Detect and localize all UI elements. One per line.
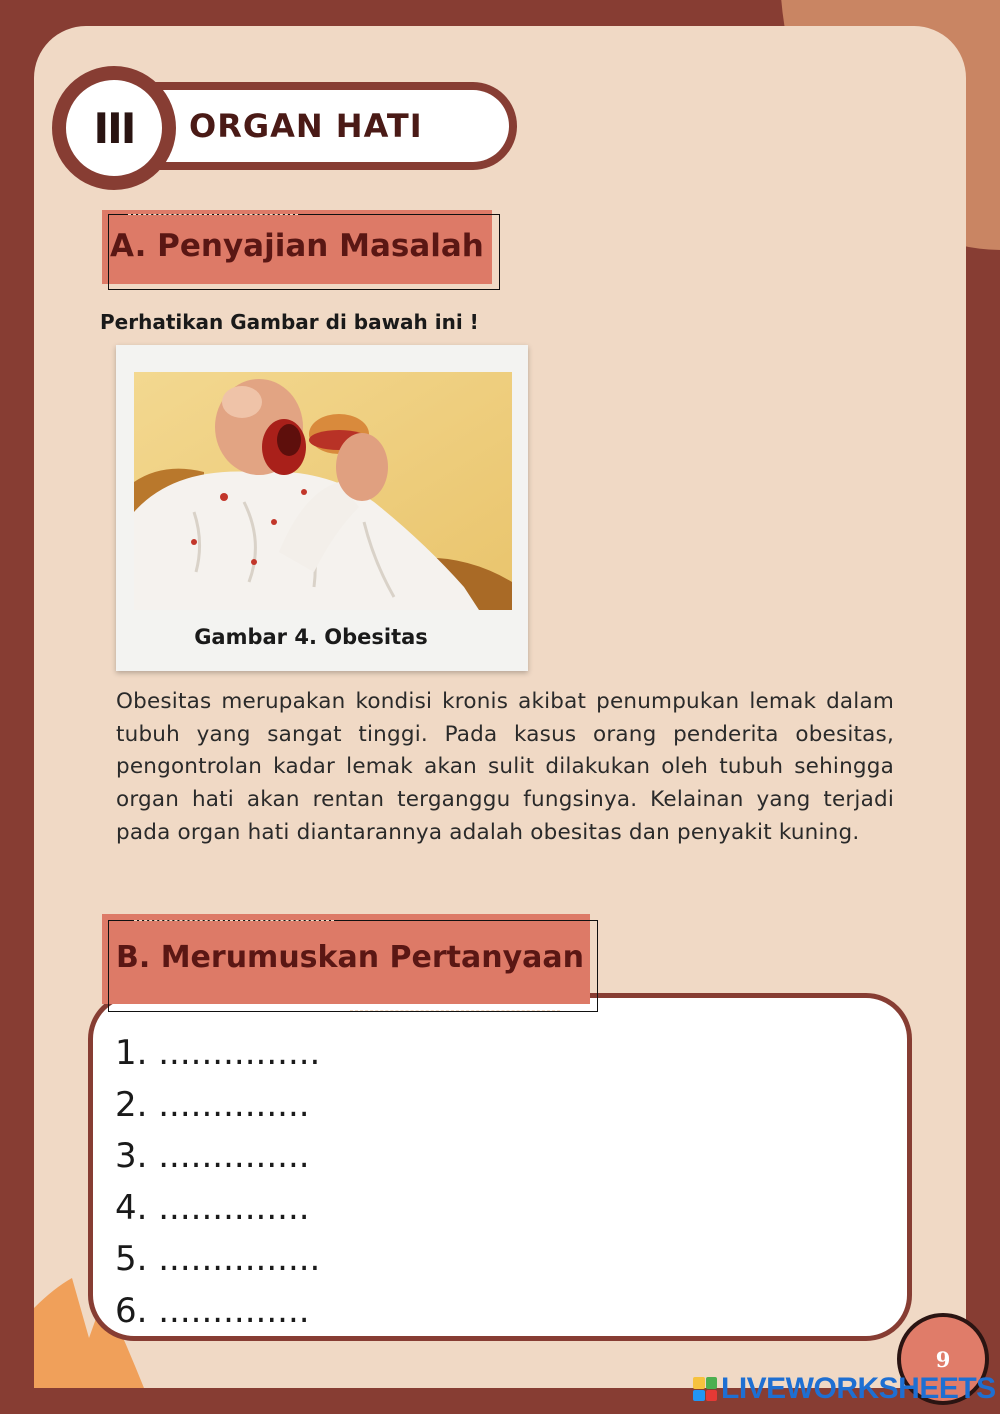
section-number-badge bbox=[52, 66, 176, 190]
question-item-2[interactable]: 2. .............. bbox=[115, 1084, 310, 1125]
section-title: ORGAN HATI bbox=[189, 107, 423, 145]
obesity-photo bbox=[134, 372, 512, 610]
section-title-pill bbox=[147, 82, 517, 170]
liveworksheets-watermark bbox=[693, 1372, 996, 1406]
man-eating-burger-icon bbox=[134, 372, 512, 610]
image-caption: Gambar 4. Obesitas bbox=[194, 625, 428, 649]
photo-frame bbox=[116, 345, 528, 671]
page-number: 9 bbox=[897, 1313, 989, 1405]
question-item-3[interactable]: 3. .............. bbox=[115, 1136, 310, 1176]
watermark-text: LIVEWORKSHEETS bbox=[721, 1372, 996, 1405]
problem-paragraph: Obesitas merupakan kondisi kronis akibat penumpukan lemak dalam tubuh yang sangat tinggi. Pada kasus orang penderita obesitas, pengontrolan kadar lemak akan sulit dilakukan oleh tubuh sehingga organ hati akan rentan terganggu fungsinya. Kelainan yang terjadi pada organ hati diantarannya adalah obesitas dan penyakit kuning. bbox=[116, 689, 894, 845]
question-item-5[interactable]: 5. ............... bbox=[115, 1239, 321, 1279]
question-item-4[interactable]: 4. .............. bbox=[115, 1187, 310, 1228]
heading-merumuskan-pertanyaan: B. Merumuskan Pertanyaan bbox=[116, 940, 585, 975]
heading-penyajian-masalah: A. Penyajian Masalah bbox=[110, 228, 484, 264]
question-item-1[interactable]: 1. ............... bbox=[115, 1033, 321, 1073]
question-list bbox=[115, 1028, 320, 1337]
question-item-6[interactable]: 6. .............. bbox=[115, 1290, 310, 1331]
section-header bbox=[52, 66, 482, 190]
liveworksheets-logo-icon bbox=[693, 1377, 717, 1401]
answer-box bbox=[88, 993, 912, 1341]
section-number: III bbox=[93, 103, 135, 153]
instruction-text: Perhatikan Gambar di bawah ini ! bbox=[100, 310, 479, 334]
